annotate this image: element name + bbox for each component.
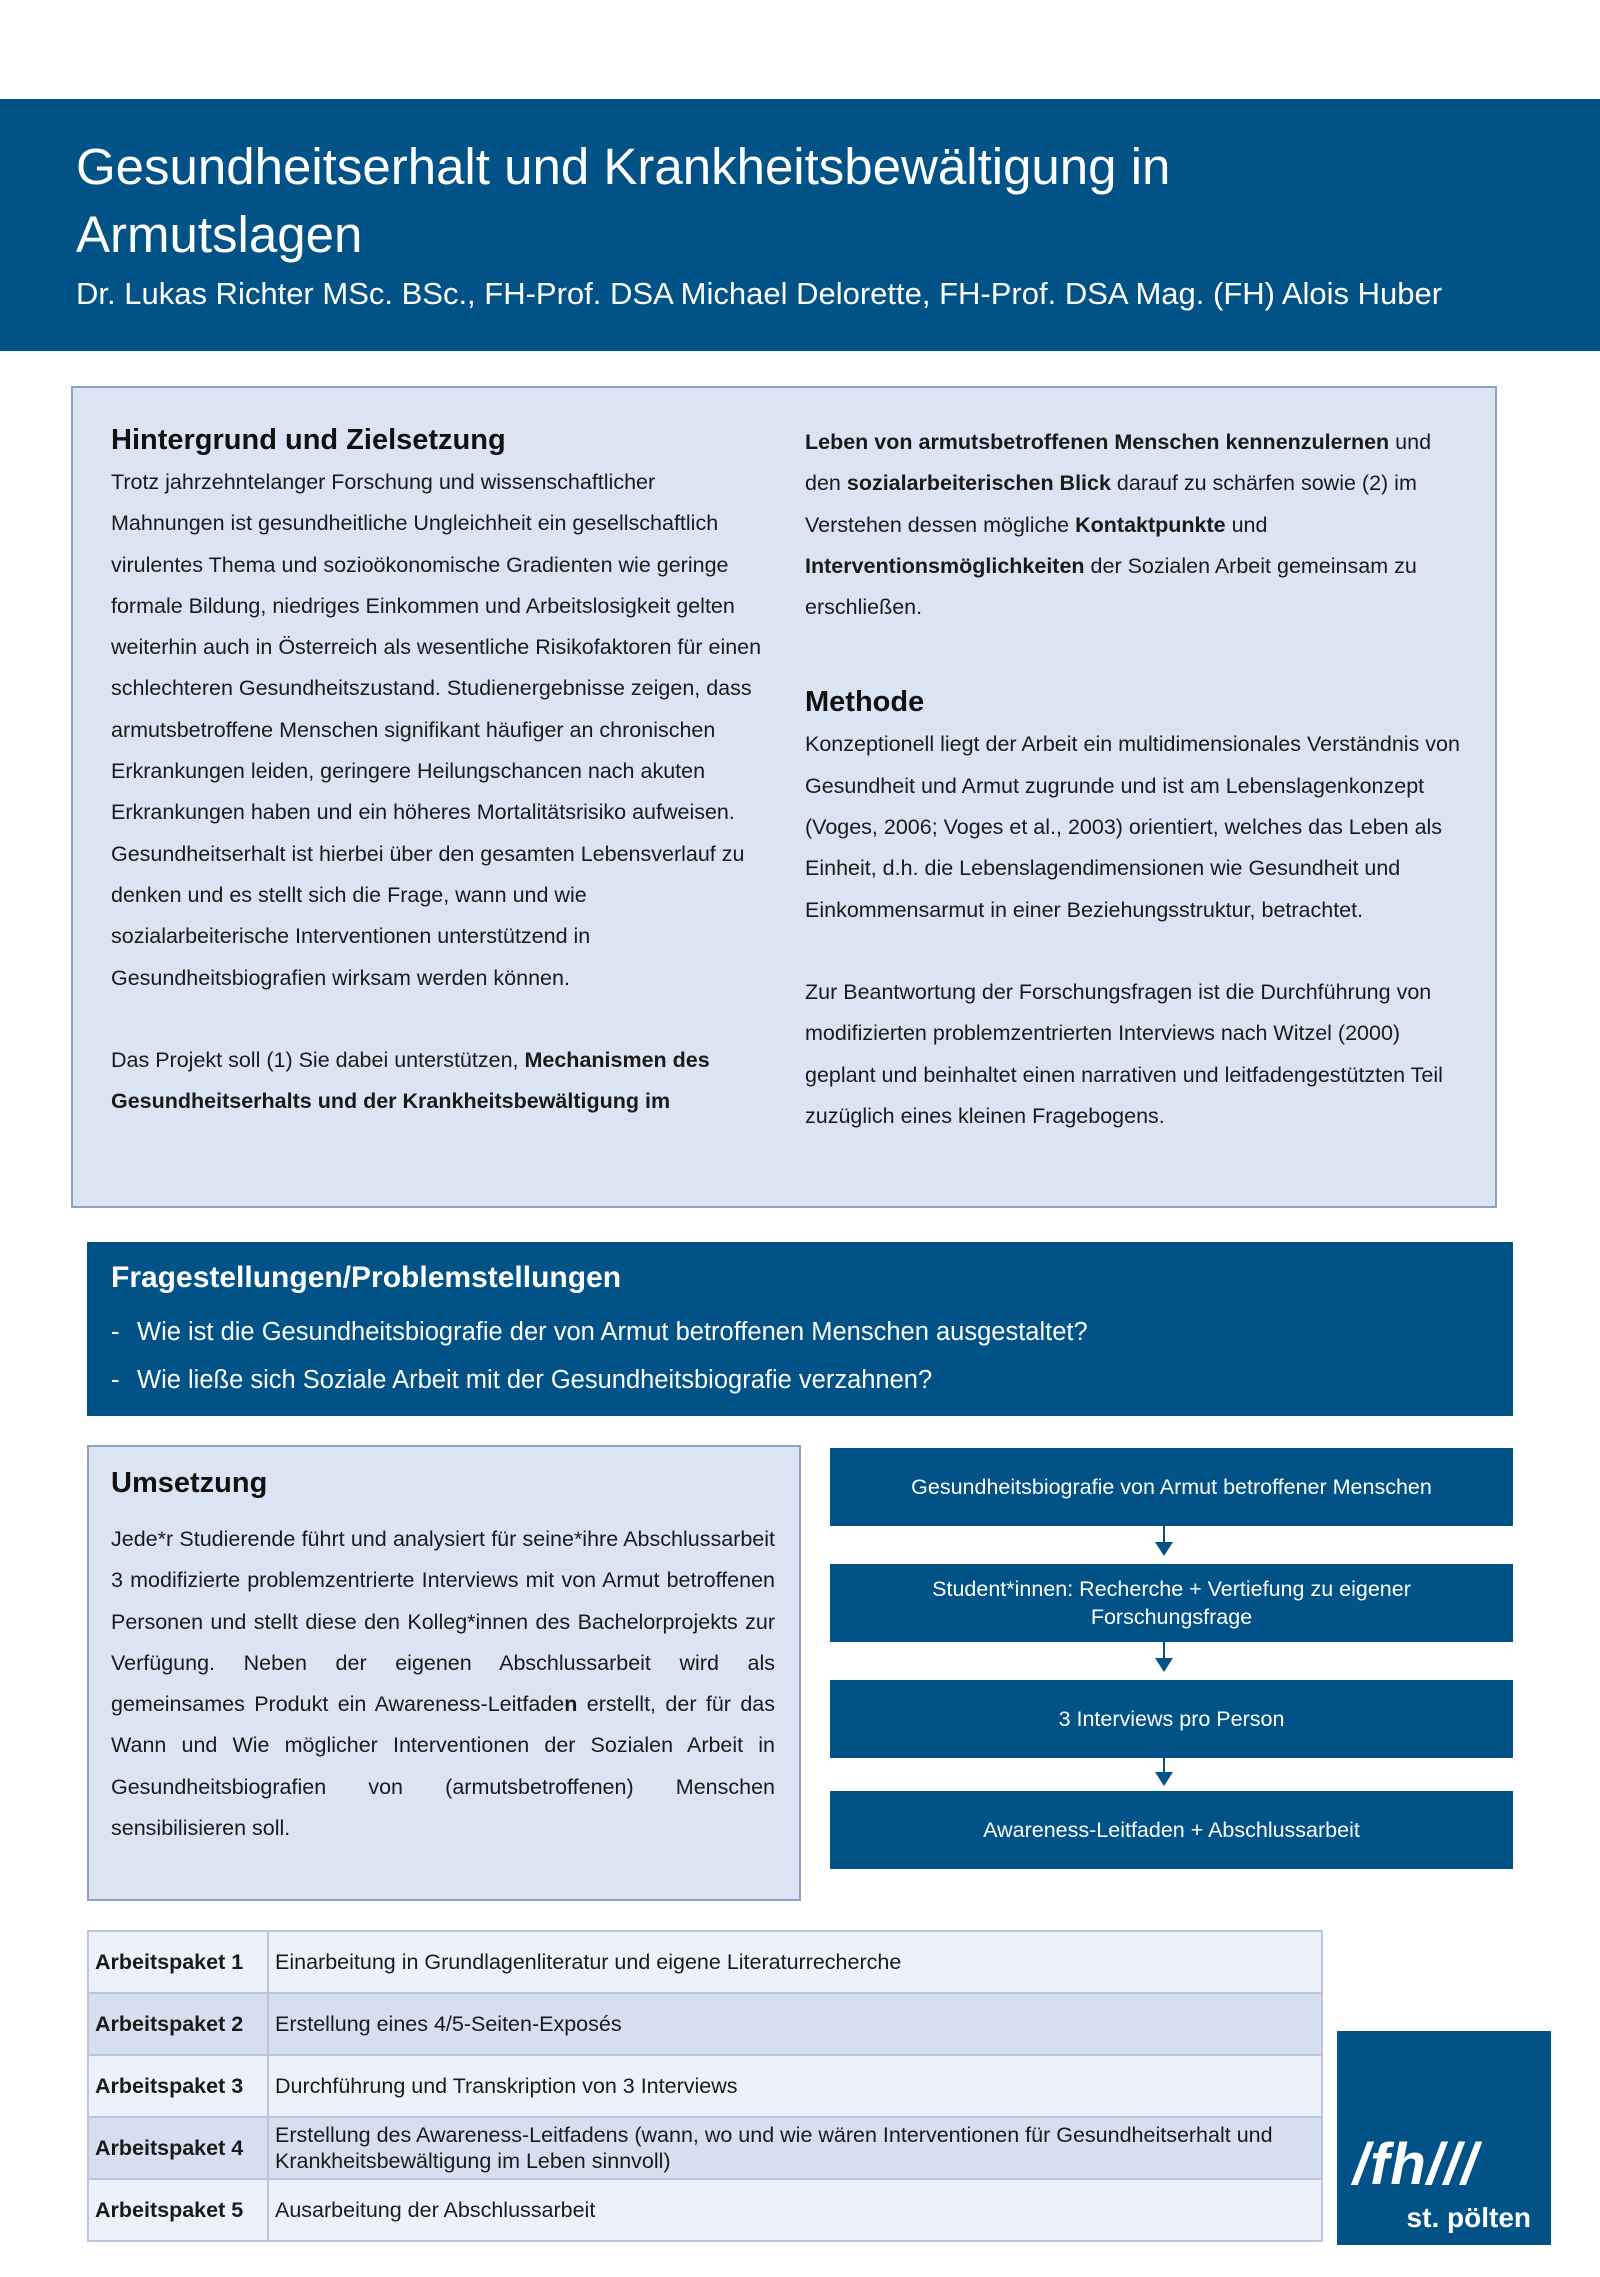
- flow-step-1: Gesundheitsbiografie von Armut betroffener Menschen: [830, 1448, 1513, 1526]
- list-item: [111, 1308, 1088, 1356]
- table-row: [88, 2055, 1322, 2117]
- fragestellungen-list: [111, 1308, 1088, 1404]
- list-item: [111, 1356, 1088, 1404]
- projekt-ziel-bold-3: Kontaktpunkte: [1075, 512, 1226, 537]
- projekt-ziel-text-3: darauf zu schärfen sowie (2) im Verstehen dessen mögliche: [805, 471, 1417, 537]
- paket-text: Erstellung des Awareness-Leitfadens (wann, wo und wie wären Interventionen für Gesundheitserhalt und Krankheitsbewältigung im Leben sinnvoll): [268, 2117, 1322, 2179]
- methode-paragraph-1: Konzeptionell liegt der Arbeit ein multidimensionales Verständnis von Gesundheit und Armut zugrunde und ist am Lebenslagenkonzept (Voges, 2006; Voges et al., 2003) orientiert, welches das Leben als Einheit, d.h. die Lebenslagendimensionen wie Gesundheit und Einkommensarmut in einer Beziehungsstruktur, betrachtet.: [805, 732, 1460, 922]
- projekt-ziel-text-5: der Sozialen Arbeit gemeinsam zu erschließen.: [805, 553, 1417, 620]
- umsetzung-text-1: Jede*r Studierende führt und analysiert für seine*ihre Abschlussarbeit 3 modifizierte problemzentrierte Interviews mit von Armut betroffenen Personen und stellt diese den Kolleg*innen des Bachelorprojekts zur Verfügung. Neben der eigenen Abschlussarbeit wird als gemeinsames Produkt ein Awareness-Leitfade: [111, 1527, 775, 1717]
- logo-place: st. pölten: [1406, 2202, 1531, 2233]
- paket-label: Arbeitspaket 4: [88, 2117, 268, 2179]
- umsetzung-box: [87, 1445, 801, 1901]
- methode-heading: Methode: [805, 686, 925, 719]
- projekt-ziel-text-2: und den: [805, 430, 1432, 496]
- methode-section: [805, 422, 1460, 1137]
- umsetzung-bold: n: [564, 1692, 578, 1717]
- list-dash: -: [111, 1318, 120, 1346]
- table-row: [88, 1993, 1322, 2055]
- paket-text: Durchführung und Transkription von 3 Interviews: [268, 2055, 1322, 2117]
- hintergrund-section: [111, 418, 766, 1122]
- projekt-ziel-text-1: Das Projekt soll (1) Sie dabei unterstützen,: [111, 1047, 525, 1072]
- projekt-ziel-bold-2: sozialarbeiterischen Blick: [846, 471, 1111, 496]
- flow-step-2: Student*innen: Recherche + Vertiefung zu eigener Forschungsfrage: [830, 1564, 1513, 1642]
- logo-mark: /fh///: [1353, 2132, 1479, 2197]
- question-text: Wie ist die Gesundheitsbiografie der von Armut betroffenen Menschen ausgestaltet?: [137, 1318, 1088, 1346]
- hintergrund-paragraph: Trotz jahrzehntelanger Forschung und wissenschaftlicher Mahnungen ist gesundheitliche Ungleichheit ein gesellschaftlich virulentes Thema und sozioökonomische Gradienten wie geringe formale Bildung, niedriges Einkommen und Arbeitslosigkeit gelten weiterhin auch in Österreich als wesentliche Risikofaktoren für einen schlechteren Gesundheitszustand. Studienergebnisse zeigen, dass armutsbetroffene Menschen signifikant häufiger an chronischen Erkrankungen leiden, geringere Heilungschancen nach akuten Erkrankungen haben und ein höheres Mortalitätsrisiko aufweisen. Gesundheitserhalt ist hierbei über den gesamten Lebensverlauf zu denken und es stellt sich die Frage, wann und wie sozialarbeiterische Interventionen unterstützend in Gesundheitsbiografien wirksam werden können.: [111, 470, 762, 990]
- umsetzung-text: [111, 1519, 775, 1849]
- table-row: [88, 1931, 1322, 1993]
- flow-step-4: Awareness-Leitfaden + Abschlussarbeit: [830, 1791, 1513, 1869]
- list-dash: -: [111, 1366, 120, 1394]
- paket-text: Einarbeitung in Grundlagenliteratur und eigene Literaturrecherche: [268, 1931, 1322, 1993]
- fragestellungen-box: [87, 1242, 1513, 1416]
- hintergrund-heading: Hintergrund und Zielsetzung: [111, 424, 506, 456]
- fragestellungen-heading: Fragestellungen/Problemstellungen: [111, 1261, 622, 1294]
- paket-label: Arbeitspaket 5: [88, 2179, 268, 2241]
- umsetzung-text-2: erstellt, der für das Wann und Wie möglicher Interventionen der Sozialen Arbeit in Gesundheitsbiografien von (armutsbetroffenen) Menschen sensibilisieren soll.: [111, 1692, 775, 1841]
- paket-text: Ausarbeitung der Abschlussarbeit: [268, 2179, 1322, 2241]
- poster-header: [0, 99, 1600, 351]
- flow-arrow-icon: [1163, 1758, 1165, 1782]
- projekt-ziel-bold-4: Interventionsmöglichkeiten: [805, 553, 1085, 578]
- flow-arrow-icon: [1163, 1526, 1165, 1552]
- poster-title: Gesundheitserhalt und Krankheitsbewältigung in Armutslagen: [76, 138, 1171, 263]
- projekt-ziel-paragraph: [111, 1040, 766, 1123]
- flow-step-3: 3 Interviews pro Person: [830, 1680, 1513, 1758]
- projekt-ziel-continuation: [805, 422, 1460, 628]
- intro-box: [71, 386, 1497, 1208]
- arbeitspakete-table: [87, 1930, 1323, 2242]
- paket-label: Arbeitspaket 3: [88, 2055, 268, 2117]
- table-row: [88, 2179, 1322, 2241]
- paket-label: Arbeitspaket 2: [88, 1993, 268, 2055]
- methode-paragraph-2: Zur Beantwortung der Forschungsfragen ist die Durchführung von modifizierten problemzentrierten Interviews nach Witzel (2000) geplant und beinhaltet einen narrativen und leitfadengestützten Teil zuzüglich eines kleinen Fragebogens.: [805, 979, 1443, 1128]
- projekt-ziel-bold-1: Mechanismen des Gesundheitserhalts und der Krankheitsbewältigung im: [111, 1047, 710, 1114]
- paket-text: Erstellung eines 4/5-Seiten-Exposés: [268, 1993, 1322, 2055]
- projekt-ziel-bold-1-cont: Leben von armutsbetroffenen Menschen kennenzulernen: [805, 430, 1390, 454]
- table-row: [88, 2117, 1322, 2179]
- poster-authors: Dr. Lukas Richter MSc. BSc., FH-Prof. DSA Michael Delorette, FH-Prof. DSA Mag. (FH) Alois Huber: [76, 276, 1443, 311]
- paket-label: Arbeitspaket 1: [88, 1931, 268, 1993]
- question-text: Wie ließe sich Soziale Arbeit mit der Gesundheitsbiografie verzahnen?: [137, 1366, 933, 1394]
- projekt-ziel-text-4: und: [1225, 512, 1268, 537]
- flow-arrow-icon: [1163, 1642, 1165, 1668]
- fh-logo: [1337, 2031, 1551, 2245]
- umsetzung-heading: Umsetzung: [111, 1467, 268, 1499]
